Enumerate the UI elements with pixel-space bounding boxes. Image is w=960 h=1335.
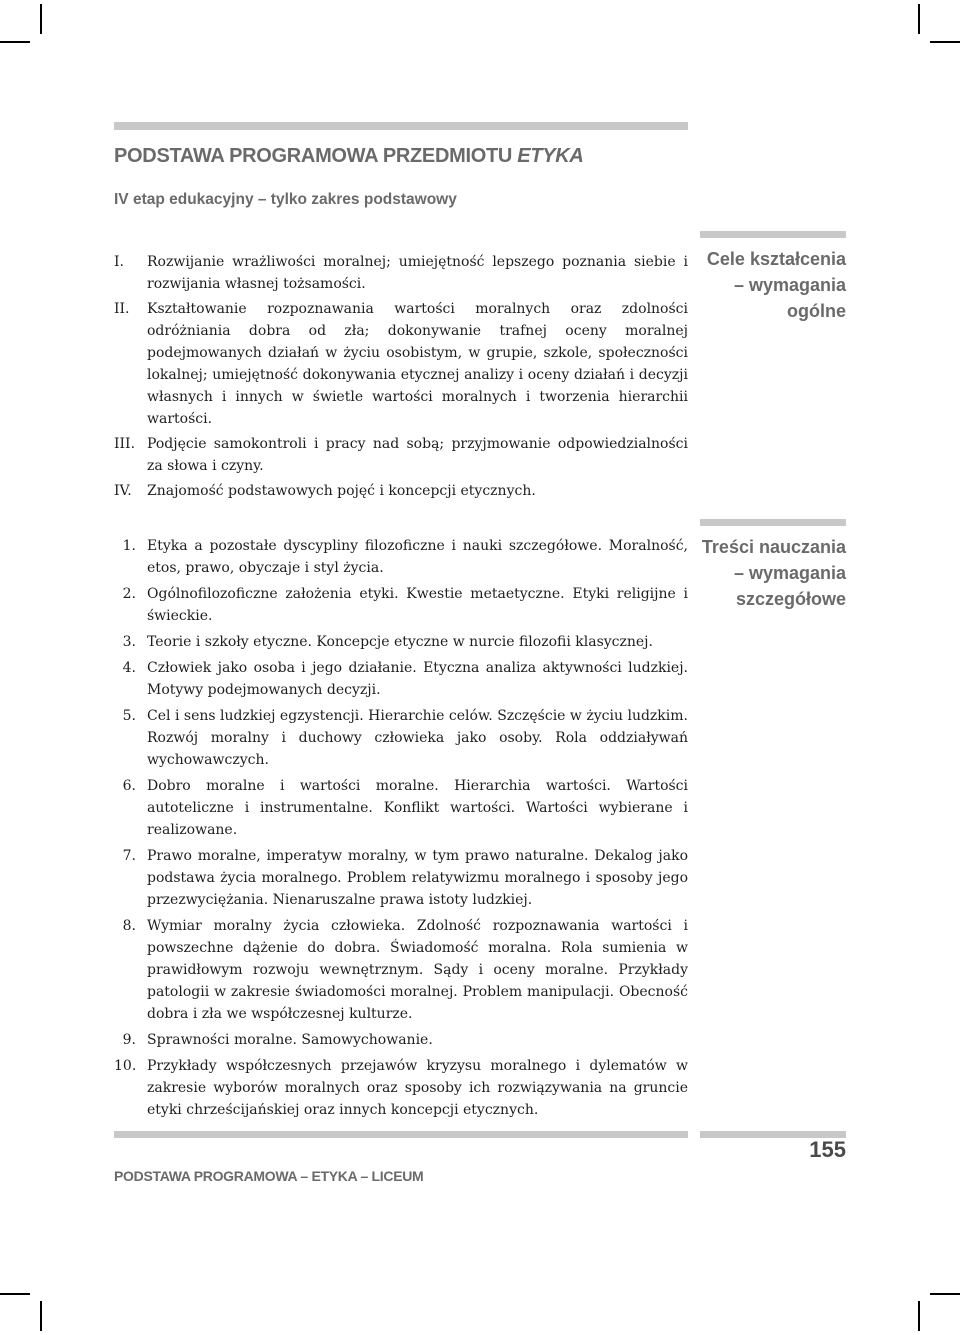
list-item-number: 3. bbox=[122, 634, 136, 650]
list-item bbox=[114, 480, 688, 502]
page-title bbox=[114, 145, 584, 168]
list-item-text: Człowiek jako osoba i jego działanie. Etyczna analiza aktywności ludzkiej. Motywy podejmowanych decyzji. bbox=[147, 660, 688, 698]
list-item-text: Sprawności moralne. Samowychowanie. bbox=[147, 1032, 433, 1048]
list-item-text: Wymiar moralny życia człowieka. Zdolność rozpoznawania wartości i powszechne dążenie do dobra. Świadomość moralna. Rola sumienia w prawidłowym rozwoju wewnętrznym. Sądy i oceny moralne. Przykłady patologii w zakresie świadomości moralnej. Problem manipulacji. Obecność dobra i zła we współczesnej kulturze. bbox=[147, 918, 688, 1022]
list-item bbox=[114, 1029, 688, 1051]
list-item-number: 4. bbox=[122, 660, 136, 676]
list-item-text: Etyka a pozostałe dyscypliny filozoficzne i nauki szczegółowe. Moralność, etos, prawo, obyczaje i styl życia. bbox=[147, 538, 688, 576]
side-rule bbox=[700, 231, 846, 238]
list-item bbox=[114, 915, 688, 1025]
page-number: 155 bbox=[809, 1137, 846, 1162]
crop-mark bbox=[930, 1293, 960, 1295]
crop-mark bbox=[0, 41, 30, 43]
list-item-text: Znajomość podstawowych pojęć i koncepcji etycznych. bbox=[147, 483, 536, 499]
list-item bbox=[114, 433, 688, 477]
list-item-number: 2. bbox=[122, 586, 136, 602]
list-item bbox=[114, 298, 688, 430]
list-item-number: 1. bbox=[122, 538, 136, 554]
title-text: PODSTAWA PROGRAMOWA PRZEDMIOTU bbox=[114, 145, 518, 167]
crop-mark bbox=[918, 1301, 920, 1331]
list-item-number: IV. bbox=[114, 483, 132, 499]
list-item-text: Podjęcie samokontroli i pracy nad sobą; przyjmowanie odpowiedzialności za słowa i czyny. bbox=[147, 436, 688, 474]
list-item-number: 10. bbox=[114, 1058, 137, 1074]
side-label-line: – wymagania bbox=[733, 275, 846, 295]
crop-mark bbox=[918, 4, 920, 34]
list-item-text: Przykłady współczesnych przejawów kryzysu moralnego i dylematów w zakresie wyborów moralnych oraz sposoby ich rozwiązywania na gruncie etyki chrześcijańskiej oraz innych koncepcji etycznych. bbox=[147, 1058, 688, 1118]
list-item-number: III. bbox=[114, 436, 136, 452]
list-item-number: II. bbox=[114, 301, 130, 317]
list-item-text: Prawo moralne, imperatyw moralny, w tym prawo naturalne. Dekalog jako podstawa życia moralnego. Problem relatywizmu moralnego i sposoby jego przezwyciężania. Nienaruszalne prawa istoty ludzkiej. bbox=[147, 848, 688, 908]
side-label-line: Cele kształcenia bbox=[706, 249, 846, 269]
list-item bbox=[114, 535, 688, 579]
list-item bbox=[114, 251, 688, 295]
list-item-text: Cel i sens ludzkiej egzystencji. Hierarchie celów. Szczęście w życiu ludzkim. Rozwój moralny i duchowy człowieka jako osoby. Rola oddziaływań wychowawczych. bbox=[147, 708, 688, 768]
list-item-text: Ogólnofilozoficzne założenia etyki. Kwestie metaetyczne. Etyki religijne i świeckie. bbox=[147, 586, 688, 624]
side-label-line: szczegółowe bbox=[735, 589, 846, 609]
goals-side-label bbox=[700, 246, 846, 324]
contents-list bbox=[114, 535, 688, 1125]
list-item-number: 8. bbox=[122, 918, 136, 934]
crop-mark bbox=[0, 1293, 30, 1295]
list-item-text: Rozwijanie wrażliwości moralnej; umiejętność lepszego poznania siebie i rozwijania własnej tożsamości. bbox=[147, 254, 688, 292]
goals-side-heading bbox=[700, 231, 846, 324]
goals-list bbox=[114, 251, 688, 505]
list-item-number: I. bbox=[114, 254, 124, 270]
crop-mark bbox=[930, 41, 960, 43]
crop-mark bbox=[40, 1301, 42, 1331]
list-item-number: 6. bbox=[122, 778, 136, 794]
side-label-line: Treści nauczania bbox=[701, 537, 846, 557]
crop-mark bbox=[40, 4, 42, 34]
list-item bbox=[114, 657, 688, 701]
side-rule bbox=[700, 519, 846, 526]
list-item-number: 9. bbox=[122, 1032, 136, 1048]
page-subtitle: IV etap edukacyjny – tylko zakres podstawowy bbox=[114, 191, 457, 208]
side-label-line: – wymagania bbox=[733, 563, 846, 583]
title-subject: ETYKA bbox=[517, 145, 584, 167]
list-item bbox=[114, 631, 688, 653]
list-item-text: Teorie i szkoły etyczne. Koncepcje etyczne w nurcie filozofii klasycznej. bbox=[147, 634, 653, 650]
list-item-number: 5. bbox=[122, 708, 136, 724]
list-item-number: 7. bbox=[122, 848, 136, 864]
side-label-line: ogólne bbox=[787, 301, 846, 321]
footer-rule bbox=[114, 1131, 688, 1138]
header-rule bbox=[114, 122, 688, 130]
list-item bbox=[114, 583, 688, 627]
list-item-text: Dobro moralne i wartości moralne. Hierarchia wartości. Wartości autoteliczne i instrumentalne. Konflikt wartości. Wartości wybierane i realizowane. bbox=[147, 778, 688, 838]
footer-text: PODSTAWA PROGRAMOWA – ETYKA – LICEUM bbox=[114, 1168, 424, 1184]
list-item bbox=[114, 1055, 688, 1121]
list-item-text: Kształtowanie rozpoznawania wartości moralnych oraz zdolności odróżniania dobra od zła; dokonywanie trafnej oceny moralnej podejmowanych działań w życiu osobistym, w grupie, szkole, społeczności lokalnej; umiejętność dokonywania etycznej analizy i oceny działań i decyzji własnych i innych w świetle wartości moralnych i tworzenia hierarchii wartości. bbox=[147, 301, 688, 427]
list-item bbox=[114, 775, 688, 841]
contents-side-heading bbox=[700, 519, 846, 612]
contents-side-label bbox=[700, 534, 846, 612]
list-item bbox=[114, 705, 688, 771]
list-item bbox=[114, 845, 688, 911]
